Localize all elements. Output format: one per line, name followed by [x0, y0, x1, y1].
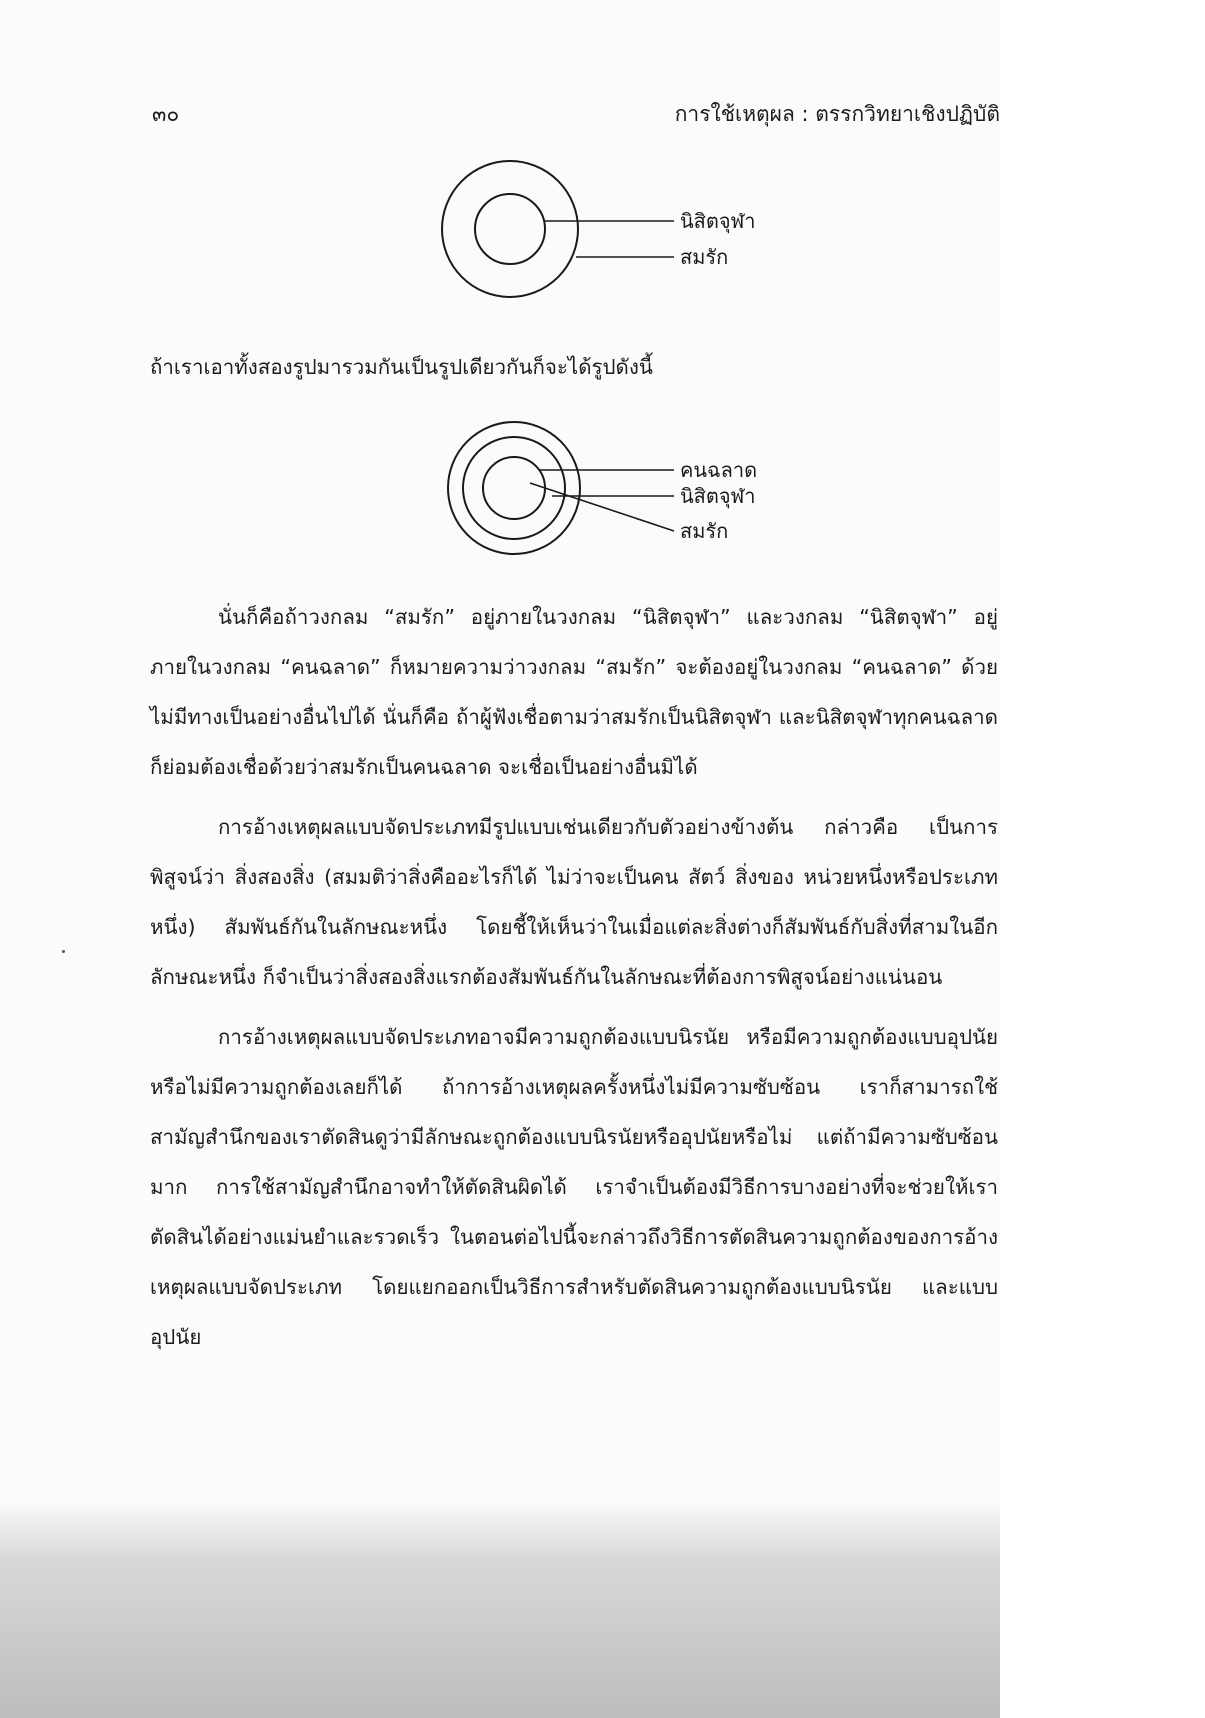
label-nisit-chula: นิสิตจุฬา — [680, 209, 756, 233]
running-title: การใช้เหตุผล : ตรรกวิทยาเชิงปฏิบัติ — [674, 102, 1000, 126]
scan-margin — [1000, 0, 1205, 1718]
outer-circle-nisit-chula — [442, 161, 578, 297]
label-khon-chalat: คนฉลาด — [680, 458, 758, 482]
page-number: ๓๐ — [152, 102, 180, 126]
intro-sentence: ถ้าเราเอาทั้งสองรูปมารวมกันเป็นรูปเดียวกันก็จะได้รูปดังนี้ — [150, 355, 653, 379]
euler-diagram-1 — [430, 155, 790, 305]
label-somrak-2: สมรัก — [680, 519, 729, 543]
label-somrak: สมรัก — [680, 245, 729, 269]
label-nisit-chula-2: นิสิตจุฬา — [680, 484, 756, 508]
outer-circle-khon-chalat — [448, 422, 580, 554]
scan-speck — [62, 950, 65, 953]
inner-circle-somrak — [483, 457, 545, 519]
paragraph-3: การอ้างเหตุผลแบบจัดประเภทอาจมีความถูกต้องแบบนิรนัย หรือมีความถูกต้องแบบอุปนัย หรือไม่มีความถูกต้องเลยก็ได้ ถ้าการอ้างเหตุผลครั้งหนึ่งไม่มีความซับซ้อน เราก็สามารถใช้สามัญสำนึกของเราตัดสินดูว่ามีลักษณะถูกต้องแบบนิรนัยหรืออุปนัยหรือไม่ แต่ถ้ามีความซับซ้อนมาก การใช้สามัญสำนึกอาจทำให้ตัดสินผิดได้ เราจำเป็นต้องมีวิธีการบางอย่างที่จะช่วยให้เราตัดสินได้อย่างแม่นยำและรวดเร็ว ในตอนต่อไปนี้จะกล่าวถึงวิธีการตัดสินความถูกต้องของการอ้างเหตุผลแบบจัดประเภท โดยแยกออกเป็นวิธีการสำหรับตัดสินความถูกต้องแบบนิรนัย และแบบอุปนัย — [150, 1025, 998, 1349]
euler-diagram-2 — [430, 420, 790, 560]
paragraph-2: การอ้างเหตุผลแบบจัดประเภทมีรูปแบบเช่นเดียวกับตัวอย่างข้างต้น กล่าวคือ เป็นการพิสูจน์ว่า สิ่งสองสิ่ง (สมมติว่าสิ่งคืออะไรก็ได้ ไม่ว่าจะเป็นคน สัตว์ สิ่งของ หน่วยหนึ่งหรือประเภทหนึ่ง) สัมพันธ์กันในลักษณะหนึ่ง โดยชี้ให้เห็นว่าในเมื่อแต่ละสิ่งต่างก็สัมพันธ์กับสิ่งที่สามในอีกลักษณะหนึ่ง ก็จำเป็นว่าสิ่งสองสิ่งแรกต้องสัมพันธ์กันในลักษณะที่ต้องการพิสูจน์อย่างแน่นอน — [150, 815, 998, 989]
page-header — [152, 98, 1000, 130]
paragraph-1: นั่นก็คือถ้าวงกลม “สมรัก” อยู่ภายในวงกลม “นิสิตจุฬา” และวงกลม “นิสิตจุฬา” อยู่ภายในวงกลม “คนฉลาด” ก็หมายความว่าวงกลม “สมรัก” จะต้องอยู่ในวงกลม “คนฉลาด” ด้วย ไม่มีทางเป็นอย่างอื่นไปได้ นั่นก็คือ ถ้าผู้ฟังเชื่อตามว่าสมรักเป็นนิสิตจุฬา และนิสิตจุฬาทุกคนฉลาด ก็ย่อมต้องเชื่อด้วยว่าสมรักเป็นคนฉลาด จะเชื่อเป็นอย่างอื่นมิได้ — [150, 605, 998, 779]
inner-circle-somrak — [475, 194, 545, 264]
middle-circle-nisit-chula — [463, 437, 565, 539]
